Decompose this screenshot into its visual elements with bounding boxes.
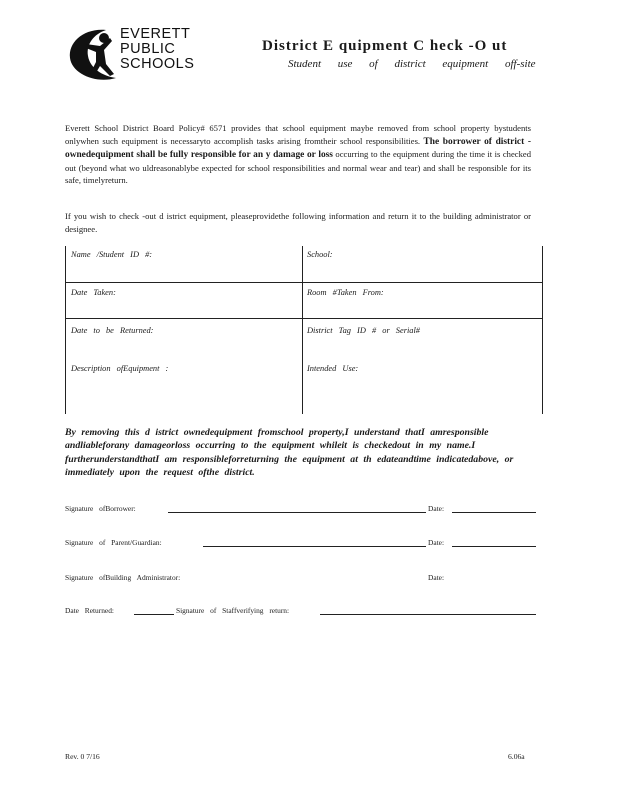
date-returned-line[interactable] [134,614,174,615]
policy-text-end: occurring to the equipment during the time it is checked out (beyond what wo uldreasonablybe expected for school responsibilities and normal wear and tear) and shall be responsible for its safe, timelyreturn. [65,149,531,186]
parent-signature-line[interactable] [203,546,426,547]
policy-text-start: Everett School District Board Policy# 6571 provides that school equipment maybe removed from school property bystudents onlywhen such equipment is necessaryto accomplish tasks arising fromtheir school responsibilities. [65,123,531,146]
admin-date-label: Date: [428,573,445,582]
return-date-field[interactable]: Date to be Returned: [71,326,154,335]
tag-serial-field[interactable]: District Tag ID # or Serial# [307,326,420,335]
revision-note: Rev. 0 7/16 [65,752,100,761]
intended-use-field[interactable]: Intended Use: [307,364,359,373]
room-taken-from-field[interactable]: Room #Taken From: [307,288,384,297]
equipment-description-field[interactable]: Description ofEquipment : [71,364,169,373]
staff-signature-line[interactable] [320,614,536,615]
parent-date-label: Date: [428,538,445,547]
borrower-date-line[interactable] [452,512,536,513]
checkout-form [65,246,543,414]
form-row-divider-1 [65,282,543,283]
instruction-paragraph: If you wish to check -out d istrict equipment, pleaseprovidethe following information and return it to the building administrator or designee. [65,211,531,234]
borrower-date-label: Date: [428,504,445,513]
logo-line-1: EVERETT [120,26,191,42]
policy-text-bold: The borrower of district - ownedequipment shall be fully responsible for an y damage or loss [65,136,531,161]
form-row-divider-2 [65,318,543,319]
borrower-signature-label: Signature ofBorrower: [65,504,136,513]
parent-date-line[interactable] [452,546,536,547]
date-taken-field[interactable]: Date Taken: [71,288,116,297]
page-subtitle: Student use of district equipment off-site [288,58,536,70]
parent-signature-label: Signature of Parent/Guardian: [65,538,162,547]
borrower-signature-line[interactable] [168,512,426,513]
logo-line-3: SCHOOLS [120,56,195,72]
admin-signature-label: Signature ofBuilding Administrator: [65,573,181,582]
staff-signature-label: Signature of Staffverifying return: [176,606,290,615]
date-returned-label: Date Returned: [65,606,114,615]
acknowledgement-text: By removing this d istrict ownedequipment fromschool property,I understand thatI amresponsible andliableforany damageorloss occurring to the equipment whileit is checkedout in my name.I furtherunderstandthatI am responsibleforreturning the equipment at th edateandtime indicatedabove, or immediately upon the request ofthe district. [65,427,514,479]
form-number: 6.06a [508,752,525,761]
policy-paragraph [65,122,531,187]
form-border-left [65,246,66,414]
student-id-field[interactable]: Name /Student ID #: [71,250,153,259]
form-border-right [542,246,543,414]
school-field[interactable]: School: [307,250,333,259]
logo-text [120,27,194,72]
page-title: District E quipment C heck -O ut [262,38,508,54]
logo-line-2: PUBLIC [120,41,176,57]
form-divider-center [302,246,303,414]
